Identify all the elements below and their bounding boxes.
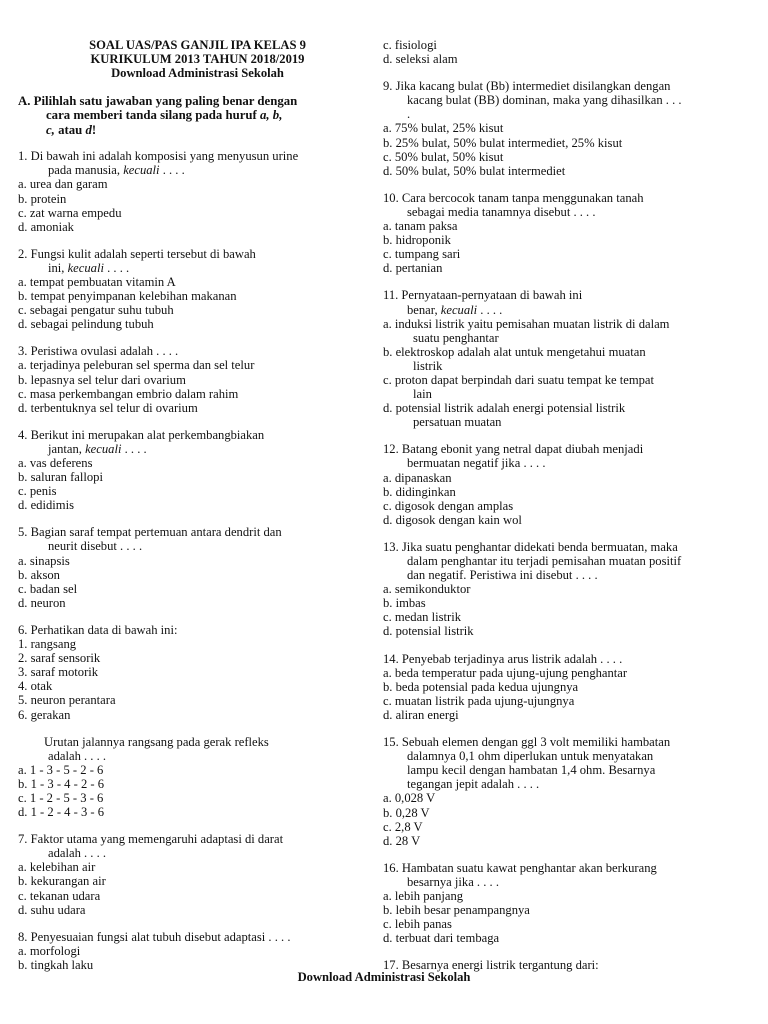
option-d: d. terbentuknya sel telur di ovarium (18, 400, 198, 415)
question-8-continued (383, 38, 753, 66)
option-d: d. aliran energi (383, 707, 459, 722)
question-11: 11. Pernyataan-pernyataan di bawah ini benar, kecuali . . . . a. induksi listrik yaitu pemisahan muatan listrik di dalam suatu penghantar b. elektroskop adalah alat untuk mengetahui muatan listrik c. proton dapat berpindah dari suatu tempat ke tempat lain d. potensial listrik adalah energi potensial listrik persatuan muatan (383, 288, 753, 429)
option-a: a. 1 - 3 - 5 - 2 - 6 (18, 762, 104, 777)
question-2: 2. Fungsi kulit adalah seperti tersebut di bawah ini, kecuali . . . . a. tempat pembuatan vitamin A b. tempat penyimpanan kelebihan makanan c. sebagai pengatur suhu tubuh d. sebagai pelindung tubuh (18, 247, 363, 332)
option-c: c. medan listrik (383, 610, 461, 625)
option-a: a. lebih panjang (383, 888, 464, 903)
option-d: d. 28 V (383, 833, 421, 848)
option-a: a. 0,028 V (383, 791, 436, 806)
option-c: c. 2,8 V (383, 819, 423, 834)
option-a: a. morfologi (18, 943, 81, 958)
question-stem: 1. Di bawah ini adalah komposisi yang menyusun urine (18, 149, 299, 164)
question-stem: 6. Perhatikan data di bawah ini: (18, 622, 178, 637)
footer-download-link: Download Administrasi Sekolah (297, 970, 471, 984)
question-9: 9. Jika kacang bulat (Bb) intermediet disilangkan dengan kacang bulat (BB) dominan, maka yang dihasilkan . . . . a. 75% bulat, 25% kisut b. 25% bulat, 50% bulat intermediet, 25% kisut c. 50% bulat, 50% kisut d. 50% bulat, 50% bulat intermediet (383, 79, 753, 178)
option-d: d. seleksi alam (383, 52, 458, 67)
header-download-link: Download Administrasi Sekolah (111, 66, 284, 80)
option-a: a. terjadinya peleburan sel sperma dan sel telur (18, 358, 255, 373)
option-a: a. dipanaskan (383, 470, 452, 485)
option-c: c. tumpang sari (383, 247, 461, 262)
option-c: c. sebagai pengatur suhu tubuh (18, 303, 174, 318)
option-a: a. induksi listrik yaitu pemisahan muatan listrik di dalam suatu penghantar (383, 316, 670, 345)
option-d: d. potensial listrik (383, 624, 474, 639)
option-c: c. tekanan udara (18, 888, 101, 903)
option-b: b. beda potensial pada kedua ujungnya (383, 679, 579, 694)
question-7: 7. Faktor utama yang memengaruhi adaptasi di darat adalah . . . . a. kelebihan air b. kekurangan air c. tekanan udara d. suhu udara (18, 832, 363, 917)
option-d: d. 50% bulat, 50% bulat intermediet (383, 163, 566, 178)
question-stem: 17. Besarnya energi listrik tergantung dari: (383, 958, 599, 973)
option-b: b. saluran fallopi (18, 470, 103, 485)
option-a: a. beda temperatur pada ujung-ujung penghantar (383, 665, 628, 680)
sub-question: Urutan jalannya rangsang pada gerak refleks (44, 734, 269, 749)
option-b: b. tingkah laku (18, 957, 94, 972)
left-column (18, 38, 363, 972)
option-c: c. muatan listrik pada ujung-ujungnya (383, 693, 575, 708)
question-10: 10. Cara bercocok tanam tanpa menggunakan tanah sebagai media tanamnya disebut . . . . a. tanam paksa b. hidroponik c. tumpang sari d. pertanian (383, 191, 753, 276)
option-d: d. 1 - 2 - 4 - 3 - 6 (18, 805, 105, 820)
option-a: a. tanam paksa (383, 219, 458, 234)
option-c: c. masa perkembangan embrio dalam rahim (18, 386, 239, 401)
option-b: b. elektroskop adalah alat untuk mengetahui muatan listrik (383, 344, 646, 373)
question-6: 6. Perhatikan data di bawah ini: 1. rangsang 2. saraf sensorik 3. saraf motorik 4. otak 5. neuron perantara 6. gerakan Urutan jalannya rangsang pada gerak refleks adalah . . . . a. 1 - 3 - 5 - 2 - 6 b. 1 - 3 - 4 - 2 - 6 c. 1 - 2 - 5 - 3 - 6 d. 1 - 2 - 4 - 3 - 6 (18, 623, 363, 819)
question-14 (383, 652, 753, 722)
question-3 (18, 344, 363, 414)
question-stem: 4. Berikut ini merupakan alat perkembangbiakan (18, 427, 265, 442)
option-a: a. urea dan garam (18, 177, 108, 192)
list-item: 1. rangsang (18, 637, 77, 652)
option-b: b. tempat penyimpanan kelebihan makanan (18, 289, 237, 304)
option-c: c. zat warna empedu (18, 205, 122, 220)
question-12: 12. Batang ebonit yang netral dapat diubah menjadi bermuatan negatif jika . . . . a. dipanaskan b. didinginkan c. digosok dengan amplas d. digosok dengan kain wol (383, 442, 753, 527)
option-d: d. terbuat dari tembaga (383, 931, 500, 946)
list-item: 4. otak (18, 679, 53, 694)
question-stem: 14. Penyebab terjadinya arus listrik adalah . . . . (383, 651, 623, 666)
option-c: c. fisiologi (383, 38, 437, 52)
option-d: d. sebagai pelindung tubuh (18, 317, 154, 332)
question-16: 16. Hambatan suatu kawat penghantar akan berkurang besarnya jika . . . . a. lebih panjang b. lebih besar penampangnya c. lebih panas d. terbuat dari tembaga (383, 861, 753, 946)
option-c: c. 1 - 2 - 5 - 3 - 6 (18, 790, 104, 805)
option-c: c. proton dapat berpindah dari suatu tempat ke tempat lain (383, 372, 655, 402)
question-stem: 10. Cara bercocok tanam tanpa menggunakan tanah (383, 190, 644, 205)
option-d: d. digosok dengan kain wol (383, 512, 522, 527)
header-title: SOAL UAS/PAS GANJIL IPA KELAS 9 (89, 38, 306, 52)
option-c: c. 50% bulat, 50% kisut (383, 149, 504, 164)
question-13: 13. Jika suatu penghantar didekati benda bermuatan, maka dalam penghantar itu terjadi pemisahan muatan positif dan negatif. Peristiwa ini disebut . . . . a. semikonduktor b. imbas c. medan listrik d. potensial listrik (383, 540, 753, 639)
option-b: b. hidroponik (383, 233, 451, 248)
data-list (18, 637, 363, 722)
question-8 (18, 930, 363, 972)
question-15: 15. Sebuah elemen dengan ggl 3 volt memiliki hambatan dalamnya 0,1 ohm diperlukan untuk menyatakan lampu kecil dengan hambatan 1,4 ohm. Besarnya tegangan jepit adalah . . . . a. 0,028 V b. 0,28 V c. 2,8 V d. 28 V (383, 735, 753, 848)
question-stem: 15. Sebuah elemen dengan ggl 3 volt memiliki hambatan (383, 735, 671, 750)
instruction: A. Pilihlah satu jawaban yang paling benar dengan cara memberi tanda silang pada huruf a, b, c, atau d! (18, 94, 298, 137)
question-4: 4. Berikut ini merupakan alat perkembangbiakan jantan, kecuali . . . . a. vas deferens b. saluran fallopi c. penis d. edidimis (18, 428, 363, 513)
option-a: a. kelebihan air (18, 860, 96, 875)
list-item: 5. neuron perantara (18, 693, 116, 708)
question-stem: 3. Peristiwa ovulasi adalah . . . . (18, 344, 179, 359)
question-stem: 16. Hambatan suatu kawat penghantar akan berkurang (383, 860, 657, 875)
list-item: 3. saraf motorik (18, 665, 99, 680)
option-d: d. neuron (18, 595, 66, 610)
option-a: a. 75% bulat, 25% kisut (383, 121, 504, 136)
option-b: b. 0,28 V (383, 805, 430, 820)
question-1: 1. Di bawah ini adalah komposisi yang menyusun urine pada manusia, kecuali . . . . a. urea dan garam b. protein c. zat warna empedu d. amoniak (18, 149, 363, 234)
option-b: b. lebih besar penampangnya (383, 903, 530, 918)
option-a: a. semikonduktor (383, 582, 471, 597)
document-header (18, 38, 363, 80)
option-b: b. lepasnya sel telur dari ovarium (18, 372, 186, 387)
right-column (383, 38, 753, 972)
question-stem: 8. Penyesuaian fungsi alat tubuh disebut adaptasi . . . . (18, 929, 291, 944)
option-c: c. digosok dengan amplas (383, 498, 514, 513)
question-stem: 12. Batang ebonit yang netral dapat diubah menjadi (383, 442, 644, 457)
option-a: a. tempat pembuatan vitamin A (18, 274, 176, 289)
list-item: 2. saraf sensorik (18, 651, 101, 666)
option-b: b. kekurangan air (18, 874, 106, 889)
option-b: b. protein (18, 191, 67, 206)
option-d: d. edidimis (18, 498, 74, 513)
option-c: c. lebih panas (383, 917, 452, 932)
question-stem: 11. Pernyataan-pernyataan di bawah ini (383, 288, 583, 303)
question-stem: 7. Faktor utama yang memengaruhi adaptasi di darat (18, 832, 284, 847)
option-a: a. vas deferens (18, 456, 93, 470)
question-stem: 2. Fungsi kulit adalah seperti tersebut di bawah (18, 246, 256, 261)
option-d: d. pertanian (383, 261, 443, 276)
question-stem: 13. Jika suatu penghantar didekati benda bermuatan, maka (383, 539, 678, 554)
option-c: c. penis (18, 484, 57, 499)
question-stem: 5. Bagian saraf tempat pertemuan antara dendrit dan (18, 525, 282, 540)
header-curriculum: KURIKULUM 2013 TAHUN 2018/2019 (90, 52, 305, 66)
option-c: c. badan sel (18, 581, 78, 596)
option-b: b. imbas (383, 596, 426, 611)
option-d: d. amoniak (18, 219, 74, 234)
question-5: 5. Bagian saraf tempat pertemuan antara dendrit dan neurit disebut . . . . a. sinapsis b. akson c. badan sel d. neuron (18, 525, 363, 610)
option-b: b. akson (18, 567, 60, 582)
option-b: b. didinginkan (383, 484, 456, 499)
option-b: b. 25% bulat, 50% bulat intermediet, 25% kisut (383, 135, 623, 150)
option-d: d. suhu udara (18, 902, 86, 917)
question-stem: 9. Jika kacang bulat (Bb) intermediet disilangkan dengan (383, 79, 671, 94)
option-d: d. potensial listrik adalah energi potensial listrik persatuan muatan (383, 401, 626, 430)
option-a: a. sinapsis (18, 553, 70, 568)
option-b: b. 1 - 3 - 4 - 2 - 6 (18, 776, 105, 791)
list-item: 6. gerakan (18, 707, 71, 722)
